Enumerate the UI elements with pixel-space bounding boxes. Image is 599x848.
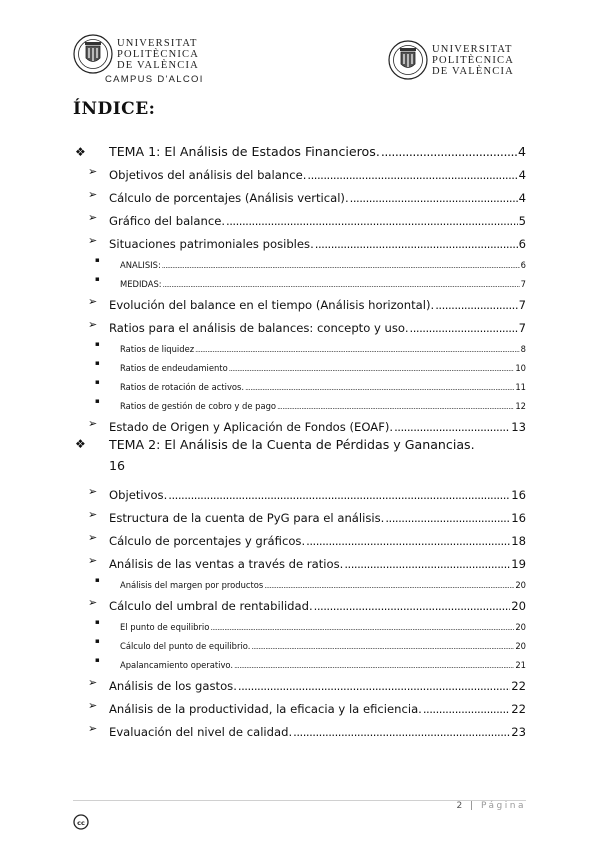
toc-entry-title: Cálculo de porcentajes y gráficos. [109,534,306,548]
toc-entry-page: 4 [518,191,526,205]
creative-commons-icon [73,814,89,830]
logo-line-1: UNIVERSITAT [432,43,513,55]
campus-label: CAMPUS D'ALCOI [105,74,204,85]
toc-entry[interactable] [73,354,526,373]
toc-entry-page: 11 [515,382,526,392]
footer-separator: | [470,801,476,811]
toc-entry-title: Estructura de la cuenta de PyG para el análisis. [109,511,385,525]
toc-entry-page: 5 [518,214,526,228]
dot-leader [238,679,510,693]
toc-entry-page: 16 [511,488,526,502]
dot-leader [210,624,514,632]
toc-entry[interactable] [73,228,526,251]
toc-entry[interactable] [73,548,526,571]
page-footer [456,801,526,811]
toc-entry-page: 23 [511,725,526,739]
toc-entry[interactable] [73,651,526,670]
toc-entry-page: 8 [520,344,526,354]
dot-leader [226,214,518,228]
svg-text:cc: cc [77,819,85,827]
dot-leader [385,511,510,525]
toc-entry-page: 13 [511,420,526,434]
square-bullet-icon: ▪ [95,359,100,367]
arrow-bullet-icon: ➢ [88,508,98,521]
toc-entry[interactable] [73,571,526,590]
toc-entry-title: Ratios de endeudamiento [120,363,228,373]
dot-leader [163,281,520,289]
toc-entry-title: Análisis de los gastos. [109,679,237,693]
toc-entry-title: Objetivos. [109,488,168,502]
dot-leader [264,582,514,590]
toc-entry[interactable] [73,251,526,270]
diamond-bullet-icon: ❖ [75,145,86,159]
dot-leader [229,365,515,373]
toc-entry-page: 20 [515,641,526,651]
upv-campus-alcoi-logo [73,34,199,74]
arrow-bullet-icon: ➢ [88,234,98,247]
logo-line-1: UNIVERSITAT [117,37,198,49]
dot-leader [410,321,518,335]
square-bullet-icon: ▪ [95,256,100,264]
square-bullet-icon: ▪ [95,637,100,645]
dot-leader [350,191,518,205]
toc-entry[interactable] [73,434,526,479]
toc-entry-page: 20 [515,622,526,632]
toc-entry-title: Cálculo del umbral de rentabilidad. [109,599,313,613]
arrow-bullet-icon: ➢ [88,596,98,609]
toc-entry-title: Situaciones patrimoniales posibles. [109,237,314,251]
dot-leader [195,346,520,354]
toc-entry-page: 6 [518,237,526,251]
toc-entry-page: 6 [520,260,526,270]
dot-leader [314,599,511,613]
page-number: 2 [456,801,465,811]
arrow-bullet-icon: ➢ [88,531,98,544]
toc-entry-page: 10 [515,363,526,373]
toc-entry-page: 18 [511,534,526,548]
square-bullet-icon: ▪ [95,397,100,405]
toc-entry-title: Cálculo del punto de equilibrio. [120,641,251,651]
upv-logo [388,40,514,80]
dot-leader [245,384,514,392]
toc-entry[interactable] [73,289,526,312]
dot-leader [315,237,518,251]
square-bullet-icon: ▪ [95,378,100,386]
toc-entry-title: Ratios para el análisis de balances: concepto y uso. [109,321,409,335]
square-bullet-icon: ▪ [95,576,100,584]
toc-entry-page: 16 [109,458,126,473]
university-seal-icon [73,34,113,74]
page-word: Página [481,801,526,811]
arrow-bullet-icon: ➢ [88,211,98,224]
toc-entry-title: Análisis de la productividad, la eficacia y la eficiencia. [109,702,422,716]
toc-entry-page: 19 [511,557,526,571]
toc-entry-title: Evolución del balance en el tiempo (Análisis horizontal). [109,298,435,312]
toc-entry-page: 16 [511,511,526,525]
dot-leader [435,298,517,312]
dot-leader [293,725,510,739]
toc-entry-title: MEDIDAS: [120,279,162,289]
toc-entry[interactable] [73,270,526,289]
logo-line-2: POLITÈCNICA [432,54,515,66]
toc-entry-page: 7 [520,279,526,289]
dot-leader [344,557,510,571]
dot-leader [423,702,510,716]
toc-entry-title: Cálculo de porcentajes (Análisis vertical). [109,191,349,205]
page-title: ÍNDICE: [73,99,156,119]
dot-leader [168,488,510,502]
toc-entry[interactable] [73,205,526,228]
arrow-bullet-icon: ➢ [88,188,98,201]
toc-entry-title: Objetivos del análisis del balance. [109,168,307,182]
arrow-bullet-icon: ➢ [88,165,98,178]
dot-leader [251,643,514,651]
arrow-bullet-icon: ➢ [88,485,98,498]
table-of-contents [73,136,526,739]
square-bullet-icon: ▪ [95,340,100,348]
toc-entry[interactable] [73,613,526,632]
toc-entry-title: Análisis de las ventas a través de ratios. [109,557,344,571]
toc-entry[interactable] [73,159,526,182]
dot-leader [381,144,517,159]
arrow-bullet-icon: ➢ [88,554,98,567]
toc-entry-page: 7 [518,321,526,335]
toc-entry-title: TEMA 1: El Análisis de Estados Financieros. [109,144,380,159]
arrow-bullet-icon: ➢ [88,676,98,689]
toc-entry[interactable] [73,373,526,392]
dot-leader [307,168,517,182]
dot-leader [234,662,514,670]
toc-entry-title: Análisis del margen por productos [120,580,264,590]
arrow-bullet-icon: ➢ [88,318,98,331]
toc-entry-page: 4 [518,168,526,182]
toc-entry[interactable] [73,335,526,354]
arrow-bullet-icon: ➢ [88,699,98,712]
arrow-bullet-icon: ➢ [88,417,98,430]
toc-entry-page: 22 [511,702,526,716]
arrow-bullet-icon: ➢ [88,295,98,308]
toc-entry-page: 7 [518,298,526,312]
toc-entry-title: Ratios de rotación de activos. [120,382,245,392]
logo-line-2: POLITÈCNICA [117,48,200,60]
logo-line-3: DE VALÈNCIA [432,65,514,77]
toc-entry[interactable] [73,525,526,548]
toc-entry[interactable] [73,590,526,613]
toc-entry-title: El punto de equilibrio [120,622,210,632]
toc-entry[interactable] [73,632,526,651]
toc-entry-page: 20 [515,580,526,590]
toc-entry-page: 21 [515,660,526,670]
university-seal-icon [388,40,428,80]
toc-entry[interactable] [73,312,526,335]
diamond-bullet-icon: ❖ [75,437,86,451]
toc-entry[interactable] [73,392,526,411]
toc-entry-title: Estado de Origen y Aplicación de Fondos (EOAF). [109,420,394,434]
toc-entry-page: 12 [515,401,526,411]
square-bullet-icon: ▪ [95,656,100,664]
toc-entry[interactable] [73,182,526,205]
toc-entry-title: Apalancamiento operativo. [120,660,234,670]
dot-leader [277,403,514,411]
toc-entry-page: 4 [517,144,526,159]
toc-entry-page: 22 [511,679,526,693]
toc-entry[interactable] [73,670,526,693]
toc-entry-title: Evaluación del nivel de calidad. [109,725,293,739]
toc-entry-title: ANALISIS: [120,260,161,270]
dot-leader [162,262,520,270]
toc-entry-title: Ratios de gestión de cobro y de pago [120,401,277,411]
toc-entry[interactable] [73,479,526,502]
toc-entry-page: 20 [511,599,526,613]
dot-leader [394,420,510,434]
arrow-bullet-icon: ➢ [88,722,98,735]
toc-entry-title: Ratios de liquidez [120,344,195,354]
toc-entry-title: Gráfico del balance. [109,214,226,228]
toc-entry[interactable] [73,716,526,739]
toc-entry[interactable] [73,411,526,434]
square-bullet-icon: ▪ [95,275,100,283]
square-bullet-icon: ▪ [95,618,100,626]
dot-leader [306,534,510,548]
toc-entry[interactable] [73,693,526,716]
toc-entry[interactable] [73,502,526,525]
toc-entry[interactable] [73,136,526,159]
logo-line-3: DE VALÈNCIA [117,59,199,71]
toc-entry-title: TEMA 2: El Análisis de la Cuenta de Pérdidas y Ganancias. [109,437,475,452]
